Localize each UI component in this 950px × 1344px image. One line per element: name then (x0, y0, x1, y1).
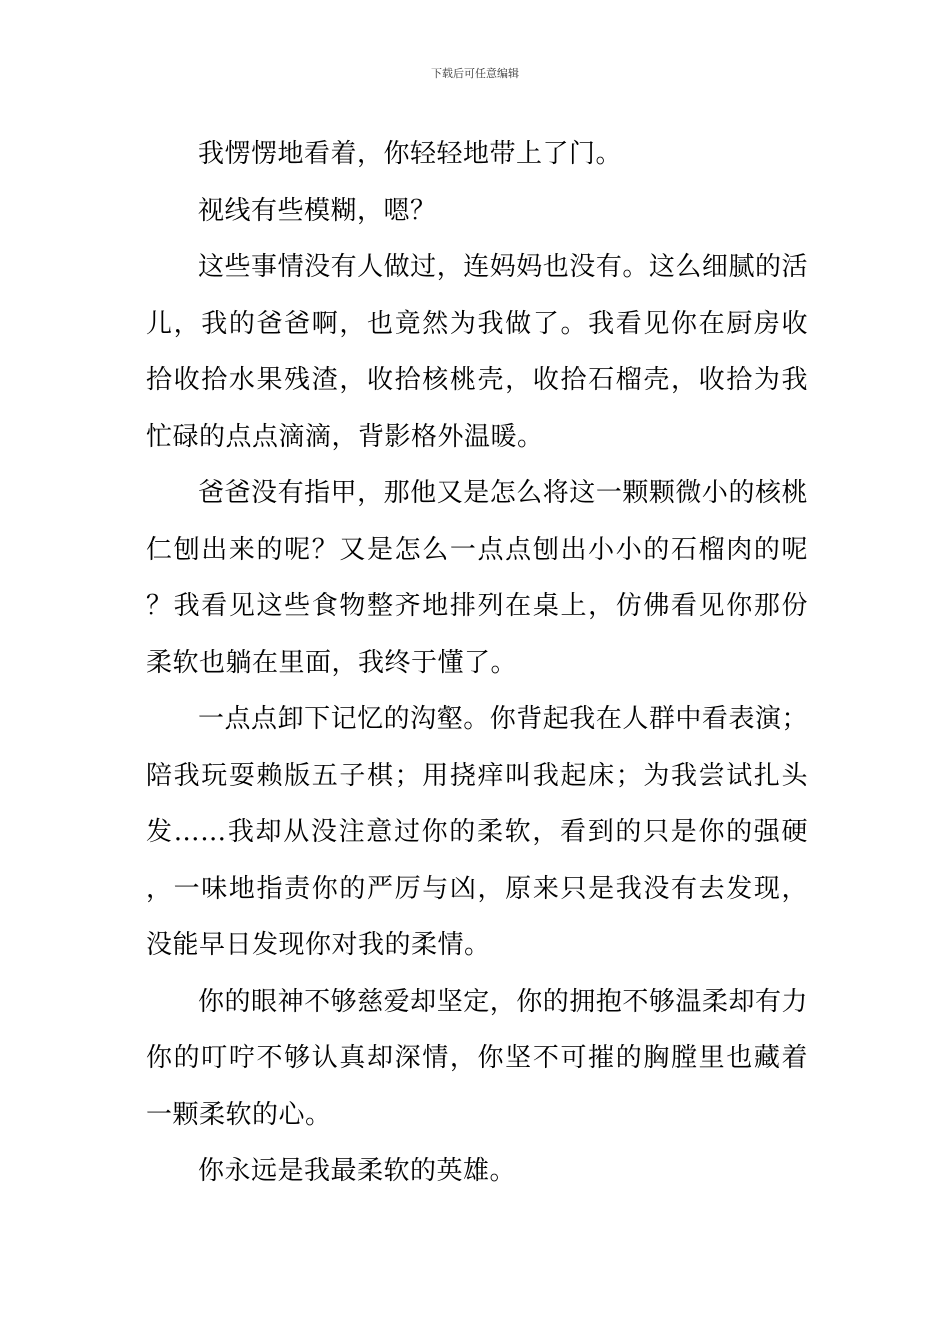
paragraph: 你永远是我最柔软的英雄。 (198, 1156, 517, 1186)
paragraph: 这些事情没有人做过，连妈妈也没有。这么细腻的活儿，我的爸爸啊，也竟然为我做了。我看见你在厨房收拾收拾水果残渣，收拾核桃壳，收拾石榴壳，收拾为我忙碌的点点滴滴，背影格外温暖。 (146, 252, 808, 452)
paragraph: 视线有些模糊，嗯？ (198, 195, 437, 226)
page-header: 下载后可任意编辑 (431, 67, 519, 80)
document-body (146, 126, 808, 1200)
paragraph: 我愣愣地看着，你轻轻地带上了门。 (198, 139, 623, 169)
paragraph: 爸爸没有指甲，那他又是怎么将这一颗颗微小的核桃仁刨出来的呢？又是怎么一点点刨出小小的石榴肉的呢？我看见这些食物整齐地排列在桌上，仿佛看见你那份柔软也躺在里面，我终于懂了。 (146, 478, 808, 678)
paragraph: 一点点卸下记忆的沟壑。你背起我在人群中看表演；陪我玩耍赖版五子棋；用挠痒叫我起床；为我尝试扎头发……我却从没注意过你的柔软，看到的只是你的强硬，一味地指责你的严厉与凶，原来只是我没有去发现，没能早日发现你对我的柔情。 (146, 704, 808, 960)
paragraph: 你的眼神不够慈爱却坚定，你的拥抱不够温柔却有力你的叮咛不够认真却深情，你坚不可摧的胸膛里也藏着一颗柔软的心。 (146, 986, 808, 1130)
